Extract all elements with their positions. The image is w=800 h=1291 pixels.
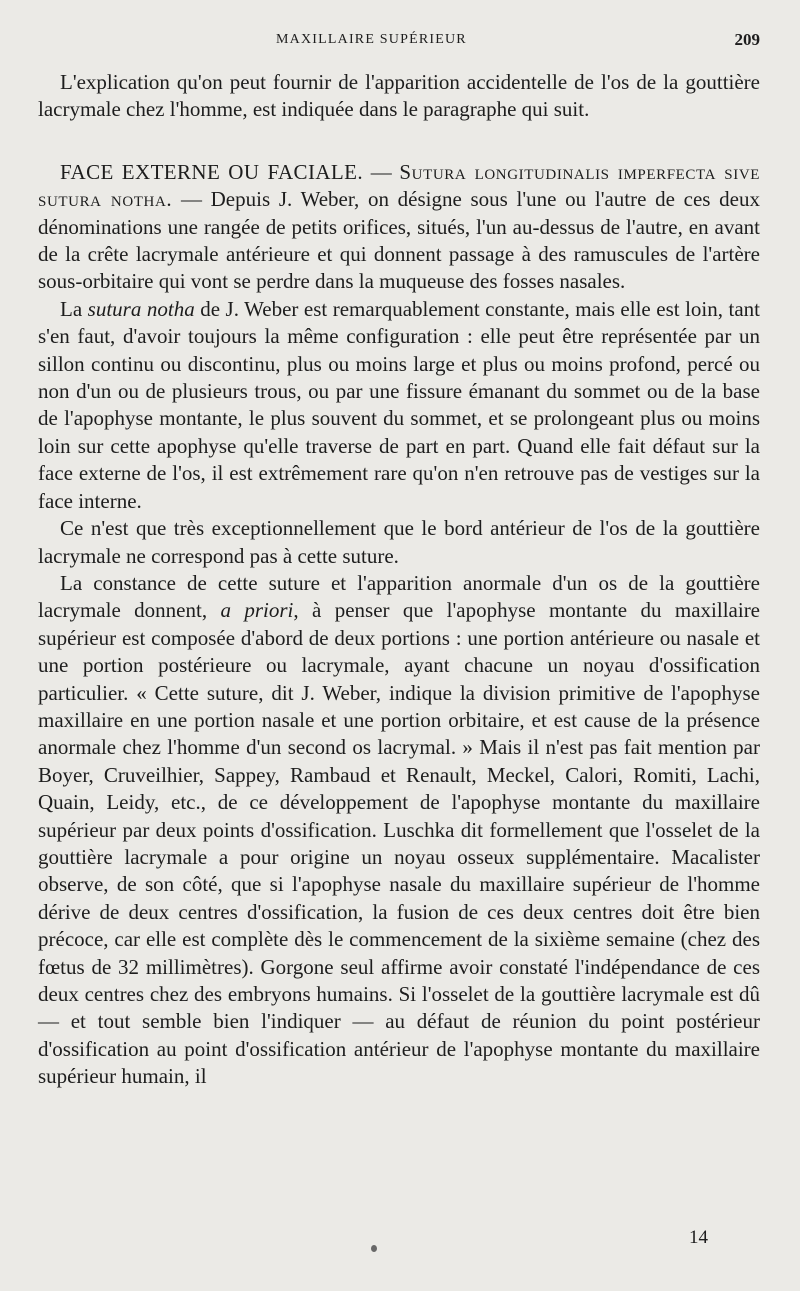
running-title: MAXILLAIRE SUPÉRIEUR	[276, 32, 467, 47]
heading-dash: —	[363, 159, 400, 184]
italic-term: a priori	[220, 598, 294, 623]
paragraph-text: de J. Weber est remarquablement constante, mais elle est loin, tant s'en faut, d'avoir toujours la même configuration : elle peut être représentée par un sillon continu ou discontinu, plus ou moins large et plus ou moins profond, percé ou non d'un ou de plusieurs trous, ou par une fissure émanant du sommet ou de la base de l'apophyse montante, le plus souvent du sommet, et se prolongeant plus ou moins loin sur cette apophyse qu'elle traverse de part en part. Quand elle fait défaut sur la face externe de l'os, il est extrêmement rare qu'on n'en retrouve pas de vestiges sur la face interne.	[38, 296, 761, 513]
paragraph-text: , à penser que l'apophyse montante du maxillaire supérieur est composée d'abord de deux portions : une portion antérieure ou nasale et une portion postérieure ou lacrymale, ayant chacune un noyau d'ossification particulier. « Cette suture, dit J. Weber, indique la division primitive de l'apophyse maxillaire en une portion nasale et une portion orbitaire, et est cause de la présence anormale chez l'homme d'un second os lacrymal. » Mais il n'est pas fait mention par Boyer, Cruveilhier, Sappey, Rambaud et Renault, Meckel, Calori, Romiti, Lachi, Quain, Leidy, etc., de ce développement de l'apophyse montante du maxillaire supérieur par deux points d'ossification. Luschka dit formellement que l'osselet de la gouttière lacrymale a pour origine un noyau osseux supplémentaire. Macalister observe, de son côté, que si l'apophyse nasale du maxillaire supérieur de l'homme dérive de deux centres d'ossification, la fusion de ces deux centres doit être bien précoce, car elle est complète dès le commencement de la sixième semaine (chez des fœtus de 32 millimètres). Gorgone seul affirme avoir constaté l'indépendance de ces deux centres chez des embryons humains. Si l'osselet de la gouttière lacrymale est dû — et tout semble bien l'indiquer — au défaut de réunion du point postérieur d'ossification au point d'ossification antérieur de l'apophyse montante du maxillaire supérieur humain, il	[38, 598, 761, 1089]
section-heading: FACE EXTERNE OU FACIALE.	[60, 159, 364, 184]
paragraph-bord-anterieur	[38, 515, 760, 570]
paragraph-constance	[38, 570, 760, 1091]
paragraph-intro	[38, 69, 760, 124]
signature-mark: 14	[689, 1227, 708, 1248]
paragraph-text: — Depuis J. Weber, on désigne sous l'une ou l'autre de ces deux dénominations une rangée de petits orifices, situés, l'un au-dessus de l'autre, en avant de la crête lacrymale antérieure et qui donnent passage à des ramuscules de l'artère sous-orbitaire qui vont se perdre dans la muqueuse des fosses nasales.	[38, 187, 760, 294]
paragraph-text: L'explication qu'on peut fournir de l'apparition accidentelle de l'os de la gouttière lacrymale chez l'homme, est indiquée dans le paragraphe qui suit.	[38, 70, 760, 122]
paragraph-section-face-externe	[38, 159, 760, 296]
running-head	[0, 32, 800, 56]
paragraph-text: Ce n'est que très exceptionnellement que le bord antérieur de l'os de la gouttière lacrymale ne correspond pas à cette suture.	[38, 516, 760, 568]
ink-speck	[371, 1245, 377, 1252]
italic-term: sutura notha	[87, 296, 195, 321]
latin-term: Sutura longitudinalis imperfecta sive sutura notha.	[38, 159, 761, 212]
paragraph-lead: La	[60, 296, 88, 321]
page-number: 209	[734, 30, 760, 49]
paragraph-sutura-notha	[38, 296, 760, 515]
body-text	[38, 69, 760, 1091]
paragraph-lead: La constance de cette suture et l'apparition anormale d'un os de la gouttière lacrymale donnent,	[38, 570, 760, 623]
